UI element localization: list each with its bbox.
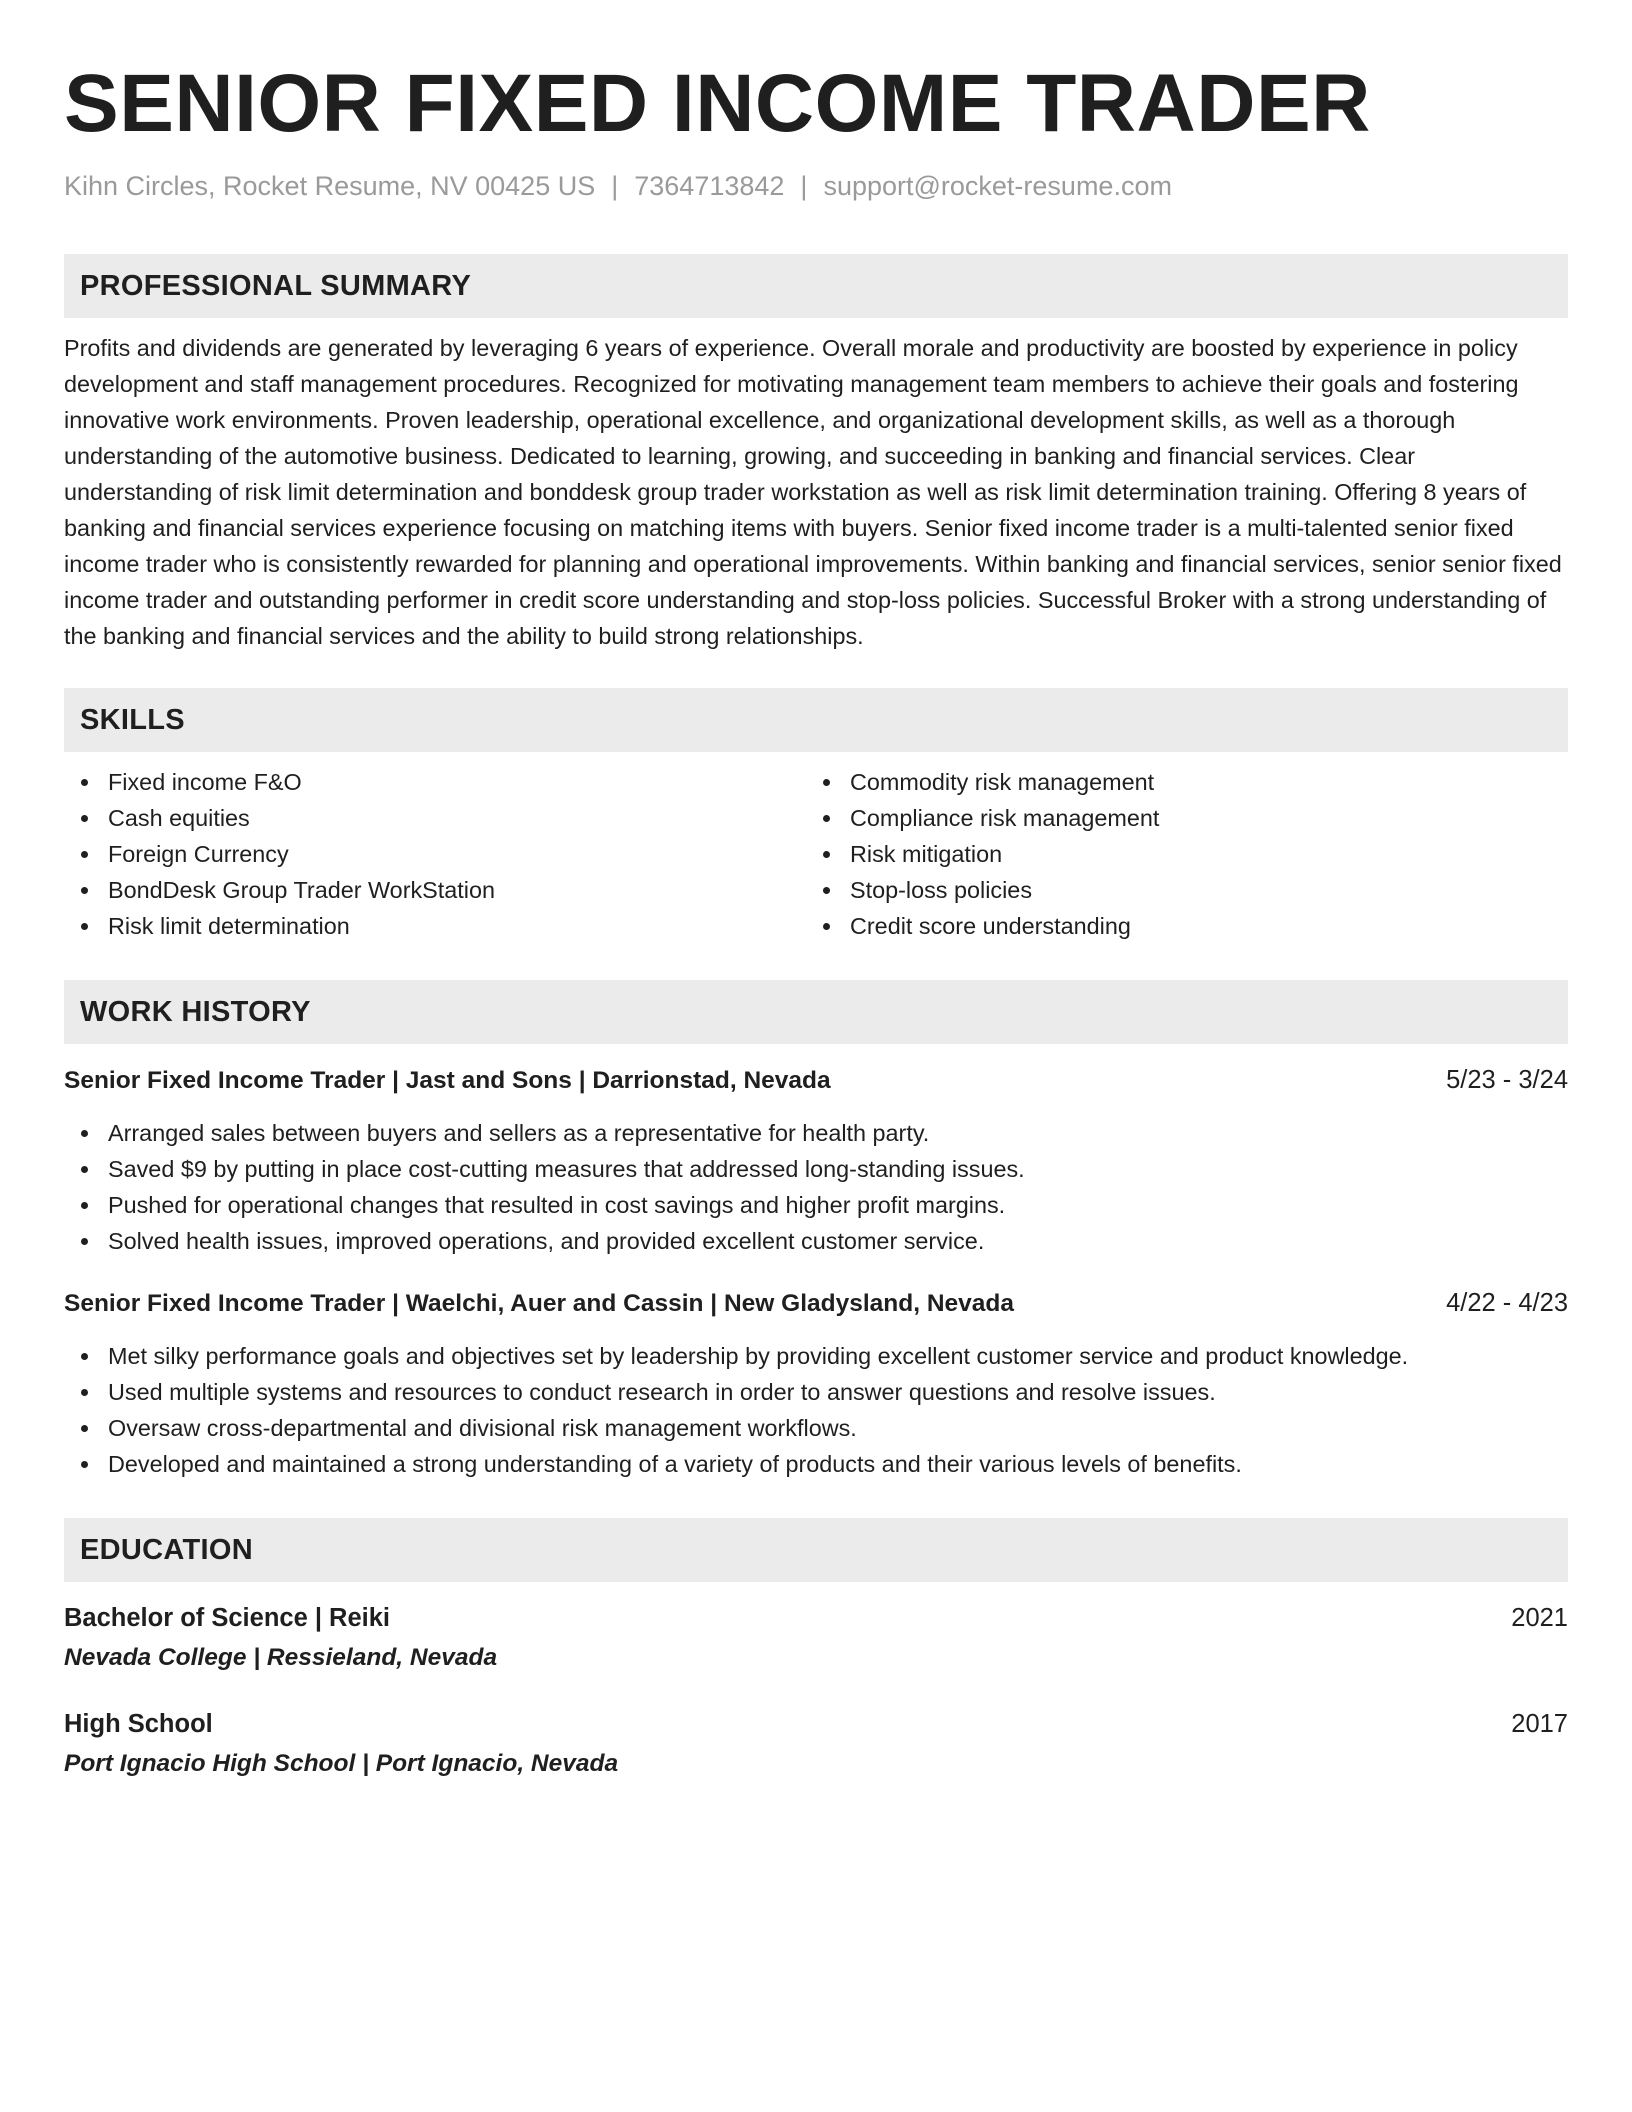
skill-item: Credit score understanding [806, 908, 1548, 944]
job-bullets [64, 1115, 1568, 1259]
education-year: 2017 [1511, 1710, 1568, 1738]
education-header-row [64, 1600, 1568, 1636]
education-school: Nevada College | Ressieland, Nevada [64, 1644, 498, 1671]
skill-item: Stop-loss policies [806, 872, 1548, 908]
job-bullet: Saved $9 by putting in place cost-cutting measures that addressed long-standing issues. [64, 1151, 1568, 1187]
skill-item: BondDesk Group Trader WorkStation [64, 872, 806, 908]
education-degree: Bachelor of Science | Reiki [64, 1604, 391, 1632]
job-bullet: Arranged sales between buyers and sellers as a representative for health party. [64, 1115, 1568, 1151]
skill-item: Compliance risk management [806, 800, 1548, 836]
job-bullet: Pushed for operational changes that resulted in cost savings and higher profit margins. [64, 1187, 1568, 1223]
job-entry [64, 1062, 1568, 1259]
summary-section-header: PROFESSIONAL SUMMARY [64, 254, 1568, 318]
resume-name: SENIOR FIXED INCOME TRADER [64, 58, 1371, 149]
education-header-row [64, 1706, 1568, 1742]
job-bullet: Solved health issues, improved operations, and provided excellent customer service. [64, 1223, 1568, 1259]
skill-item: Fixed income F&O [64, 764, 806, 800]
contact-email: support@rocket-resume.com [823, 171, 1172, 201]
skills-right-column [806, 764, 1548, 944]
skills-section-header: SKILLS [64, 688, 1568, 752]
contact-address: Kihn Circles, Rocket Resume, NV 00425 US [64, 171, 596, 201]
job-dates: 5/23 - 3/24 [1446, 1066, 1568, 1094]
job-dates: 4/22 - 4/23 [1446, 1289, 1568, 1317]
education-year: 2021 [1511, 1604, 1568, 1632]
education-entry [64, 1706, 1568, 1782]
contact-phone: 7364713842 [634, 171, 785, 201]
contact-separator: | [611, 171, 619, 201]
skill-item: Foreign Currency [64, 836, 806, 872]
job-bullet: Developed and maintained a strong understanding of a variety of products and their various levels of benefits. [64, 1446, 1568, 1482]
job-bullet: Oversaw cross-departmental and divisional risk management workflows. [64, 1410, 1568, 1446]
skills-left-column [64, 764, 806, 944]
education-school: Port Ignacio High School | Port Ignacio, Nevada [64, 1750, 619, 1777]
education-entry [64, 1600, 1568, 1676]
education-section-header: EDUCATION [64, 1518, 1568, 1582]
job-bullets [64, 1338, 1568, 1482]
summary-text: Profits and dividends are generated by leveraging 6 years of experience. Overall morale and productivity are boosted by experience in policy development and staff management procedures. Recognized for motivating management team members to achieve their goals and fostering innovative work environments. Proven leadership, operational excellence, and organizational development skills, as well as a thorough understanding of the automotive business. Dedicated to learning, growing, and succeeding in banking and financial services. Clear understanding of risk limit determination and bonddesk group trader workstation as well as risk limit determination training. Offering 8 years of banking and financial services experience focusing on matching items with buyers. Senior fixed income trader is a multi-talented senior fixed income trader who is consistently rewarded for planning and operational improvements. Within banking and financial services, senior senior fixed income trader and outstanding performer in credit score understanding and stop-loss policies. Successful Broker with a strong understanding of the banking and financial services and the ability to build strong relationships. [64, 335, 1562, 649]
work-section-header: WORK HISTORY [64, 980, 1568, 1044]
education-degree: High School [64, 1710, 213, 1738]
job-entry [64, 1285, 1568, 1482]
job-bullet: Met silky performance goals and objectives set by leadership by providing excellent customer service and product knowledge. [64, 1338, 1568, 1374]
job-header-row [64, 1285, 1568, 1322]
job-title: Senior Fixed Income Trader | Waelchi, Auer and Cassin | New Gladysland, Nevada [64, 1290, 1014, 1317]
job-bullet: Used multiple systems and resources to conduct research in order to answer questions and resolve issues. [64, 1374, 1568, 1410]
skill-item: Risk mitigation [806, 836, 1548, 872]
skill-item: Commodity risk management [806, 764, 1548, 800]
job-title: Senior Fixed Income Trader | Jast and Sons | Darrionstad, Nevada [64, 1067, 831, 1094]
contact-line [64, 168, 1568, 204]
contact-separator: | [800, 171, 808, 201]
job-header-row [64, 1062, 1568, 1099]
skill-item: Risk limit determination [64, 908, 806, 944]
skills-grid [64, 764, 1568, 944]
skill-item: Cash equities [64, 800, 806, 836]
